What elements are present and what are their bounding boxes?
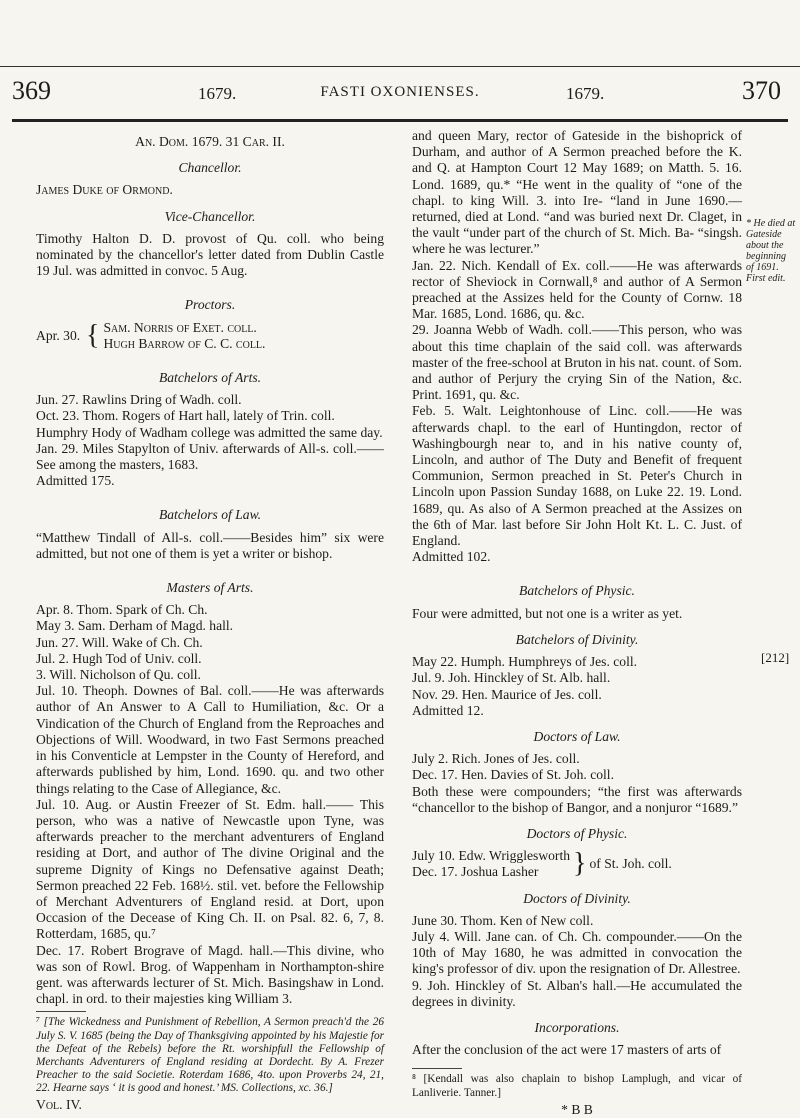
bacharts-entry: Humphry Hody of Wadham college was admitted the same day. <box>36 424 383 440</box>
page-header <box>0 76 800 110</box>
proctors-heading: Proctors. <box>184 297 236 313</box>
kendall-entry: Jan. 22. Nich. Kendall of Ex. coll.——He was afterwards rector of Sheviock in Cornwall,⁸ and author of A Sermon preached at the Assizes held for the County of Cornw. 18 Mar. 1685, Lond. 1686, qu. &c. <box>412 257 742 322</box>
docdiv-entry: July 4. Will. Jane can. of Ch. Ch. compounder.——On the 10th of May 1680, he was admitted in convocation the king's professor of div. upon the resignation of Dr. Allestree. <box>412 928 742 977</box>
right-year: 1679. <box>566 84 605 103</box>
doclaw-note: Both these were compounders; “the first was afterwards “chancellor to the bishop of Bangor, and a nonjuror “1689.” <box>412 783 742 815</box>
bacphys-entry: Four were admitted, but not one is a writer as yet. <box>412 605 683 621</box>
bacdiv-entry: May 22. Humph. Humphreys of Jes. coll. <box>412 654 638 670</box>
side-note: * He died at Gateside about the beginning of 1691. First edit. <box>746 218 796 284</box>
chancellor-name: James Duke of Ormond. <box>36 182 173 198</box>
brace: } <box>573 848 587 880</box>
chancellor-heading: Chancellor. <box>178 160 242 176</box>
signature-mark: * B B <box>561 1101 593 1117</box>
proctors-names <box>103 320 265 352</box>
baclaw-entry: “Matthew Tindall of All-s. coll.——Besides him” six were admitted, but not one of them is yet a writer or bishop. <box>36 529 384 561</box>
footnote-separator <box>412 1068 462 1069</box>
incorporations-entry: After the conclusion of the act were 17 masters of arts of <box>412 1042 722 1058</box>
docphys-entry: Dec. 17. Joshua Lasher <box>412 864 539 880</box>
vice-chancellor-entry: Timothy Halton D. D. provost of Qu. coll. who being nominated by the chancellor's letter dated from Dublin Castle 19 Jul. was admitted in convoc. 5 Aug. <box>36 230 384 279</box>
masters-entry: Apr. 8. Thom. Spark of Ch. Ch. <box>36 602 208 618</box>
bacdiv-entry: Jul. 9. Joh. Hinckley of St. Alb. hall. <box>412 670 611 686</box>
proctor-2: Hugh Barrow of C. C. coll. <box>103 335 266 351</box>
brace: { <box>86 319 100 351</box>
downes-entry: Jul. 10. Theoph. Downes of Bal. coll.——He was afterwards author of An Answer to A Call to Humiliation, &c. Or a Vindication of the Church of England from the Reproaches and Objections of Will. Woodward, in two Fast Sermons preached in his Conventicle at Lempster in the County of Hereford, and afterwards published by him, Lond. 1690. qu. and two other things relating to the Case of Allegiance, &c. <box>36 683 384 796</box>
bacdiv-entry: Nov. 29. Hen. Maurice of Jes. coll. <box>412 686 602 702</box>
doclaw-entry: July 2. Rich. Jones of Jes. coll. <box>412 751 580 767</box>
bacharts-entry: Jan. 29. Miles Stapylton of Univ. afterwards of All-s. coll.——See among the masters, 1683. <box>36 440 384 473</box>
batchelors-divinity-heading: Batchelors of Divinity. <box>515 631 639 647</box>
left-column <box>36 128 384 1113</box>
bacdiv-admitted: Admitted 12. <box>412 702 484 718</box>
brograve-entry: Dec. 17. Robert Brograve of Magd. hall.—This divine, who was son of Rowl. Brog. of Wappenham in Northampton-shire gent. was afterwards lecturer of St. Mich. Basingshaw in Lond. chapl. in ord. to their majesties king William 3. <box>36 942 384 1007</box>
doclaw-entry: Dec. 17. Hen. Davies of St. Joh. coll. <box>412 767 614 783</box>
doctors-physic-heading: Doctors of Physic. <box>526 825 628 841</box>
masters-entry: Jun. 27. Will. Wake of Ch. Ch. <box>36 634 203 650</box>
right-column <box>412 128 742 1118</box>
bacharts-admitted: Admitted 175. <box>36 473 115 489</box>
docphys-college: of St. Joh. coll. <box>589 856 672 872</box>
batchelors-arts-heading: Batchelors of Arts. <box>158 370 262 386</box>
brograve-continued: and queen Mary, rector of Gateside in the bishoprick of Durham, and author of A Sermon preached before the K. and Q. at Hampton Court 12 May 1689; on Matth. 5. 16. Lond. 1689, qu.* “He went in the quality of “one of the chapl. to king Will. 3. into Ire- “land in June 1690.—returned, died at Lond. “and was buried next Dr. Claget, in the vault “under part of the church of St. Mich. Ba- “singsh. where he was lecturer.” <box>412 128 742 257</box>
masters-entry: 3. Will. Nicholson of Qu. coll. <box>36 667 201 683</box>
right-page-number: 370 <box>742 76 781 105</box>
running-title: FASTI OXONIENSES. <box>320 84 480 100</box>
top-rule <box>0 66 800 67</box>
proctor-1: Sam. Norris of Exet. coll. <box>103 319 257 335</box>
freezer-entry: Jul. 10. Aug. or Austin Freezer of St. Edm. hall.—— This person, who was a native of Newcastle upon Tyne, was afterwards preacher to the merchant adventurers of England residing at Dort, and author of The divine Original and the supreme Dignity of Kings no Defensative against Death; Sermon preached 22 Feb. 168½. stil. vet. before the Fellowship of Merchant Adventurers of England resid. at Dort, upon Occasion of the Decease of King Ch. II. on Psal. 82. 6, 7, 8. Rotterdam, 1685, qu.⁷ <box>36 796 384 942</box>
batchelors-law-heading: Batchelors of Law. <box>158 507 262 523</box>
margin-page-mark: [212] <box>761 650 790 665</box>
doctors-divinity-heading: Doctors of Divinity. <box>523 890 631 906</box>
docphys-block <box>412 848 742 880</box>
left-page-number: 369 <box>12 76 51 105</box>
bacharts-entry: Jun. 27. Rawlins Dring of Wadh. coll. <box>36 392 242 408</box>
docphys-names <box>412 848 570 880</box>
bacharts-entry: Oct. 23. Thom. Rogers of Hart hall, lately of Trin. coll. <box>36 408 335 424</box>
docdiv-entry: 9. Joh. Hinckley of St. Alban's hall.—He accumulated the degrees in divinity. <box>412 977 742 1009</box>
footnote-7: ⁷ [The Wickedness and Punishment of Rebellion, A Sermon preach'd the 26 July S. V. 1685 (being the Day of Thanksgiving appointed by his Majestie for the Defeat of the Rebels) before the Rt. worshipfull the Fellowship of Merchants Adventurers of England residing at Dordecht. By A. Frezer Preacher to the said Societie. Roterdam 1686, 4to. upon Proverbs 24, 21, 22. Hearne says ‘ it is good and honest.’ MS. Collections, xc. 36.] <box>36 1016 384 1095</box>
footnote-separator <box>36 1011 86 1012</box>
admitted-count: Admitted 102. <box>412 549 491 565</box>
docdiv-entry: June 30. Thom. Ken of New coll. <box>412 912 594 928</box>
masters-entry: Jul. 2. Hugh Tod of Univ. coll. <box>36 650 202 666</box>
leightonhouse-entry: Feb. 5. Walt. Leightonhouse of Linc. coll.——He was afterwards chapl. to the earl of Huntingdon, rector of Washingbourgh near to, and in his native county of, Lincoln, and author of The Duty and Benefit of frequent Communion, Sermon preached in St. Peter's Church in Lincoln upon Passion Sunday 1688, on Luke 22. 19. Lond. 1689, qu. As also of A Sermon preached at the Assizes on the 6th of Mar. last before Sir John Holt Kt. L. C. Just. of England. <box>412 403 742 549</box>
volume-label: Vol. IV. <box>36 1096 82 1112</box>
incorporations-heading: Incorporations. <box>534 1019 620 1035</box>
vice-chancellor-heading: Vice-Chancellor. <box>164 208 256 224</box>
header-rule <box>12 119 788 122</box>
docphys-entry: July 10. Edw. Wrigglesworth <box>412 848 571 864</box>
left-year: 1679. <box>198 84 237 103</box>
doctors-law-heading: Doctors of Law. <box>533 728 621 744</box>
masters-heading: Masters of Arts. <box>166 580 254 596</box>
year-heading: An. Dom. 1679. 31 Car. II. <box>135 134 285 149</box>
webb-entry: 29. Joanna Webb of Wadh. coll.——This person, who was about this time chaplain of the said coll. was afterwards master of the free-school at Bruton in his nat. count. of Som. and author of Perjury the crying Sin of the Nation, &c. Print. 1691, qu. &c. <box>412 322 742 403</box>
proctors-block <box>36 320 384 352</box>
proctors-date: Apr. 30. <box>36 327 81 343</box>
footnote-8: ⁸ [Kendall was also chaplain to bishop Lamplugh, and vicar of Lanliverie. Tanner.] <box>412 1073 742 1099</box>
masters-entry: May 3. Sam. Derham of Magd. hall. <box>36 618 234 634</box>
batchelors-physic-heading: Batchelors of Physic. <box>519 583 635 599</box>
